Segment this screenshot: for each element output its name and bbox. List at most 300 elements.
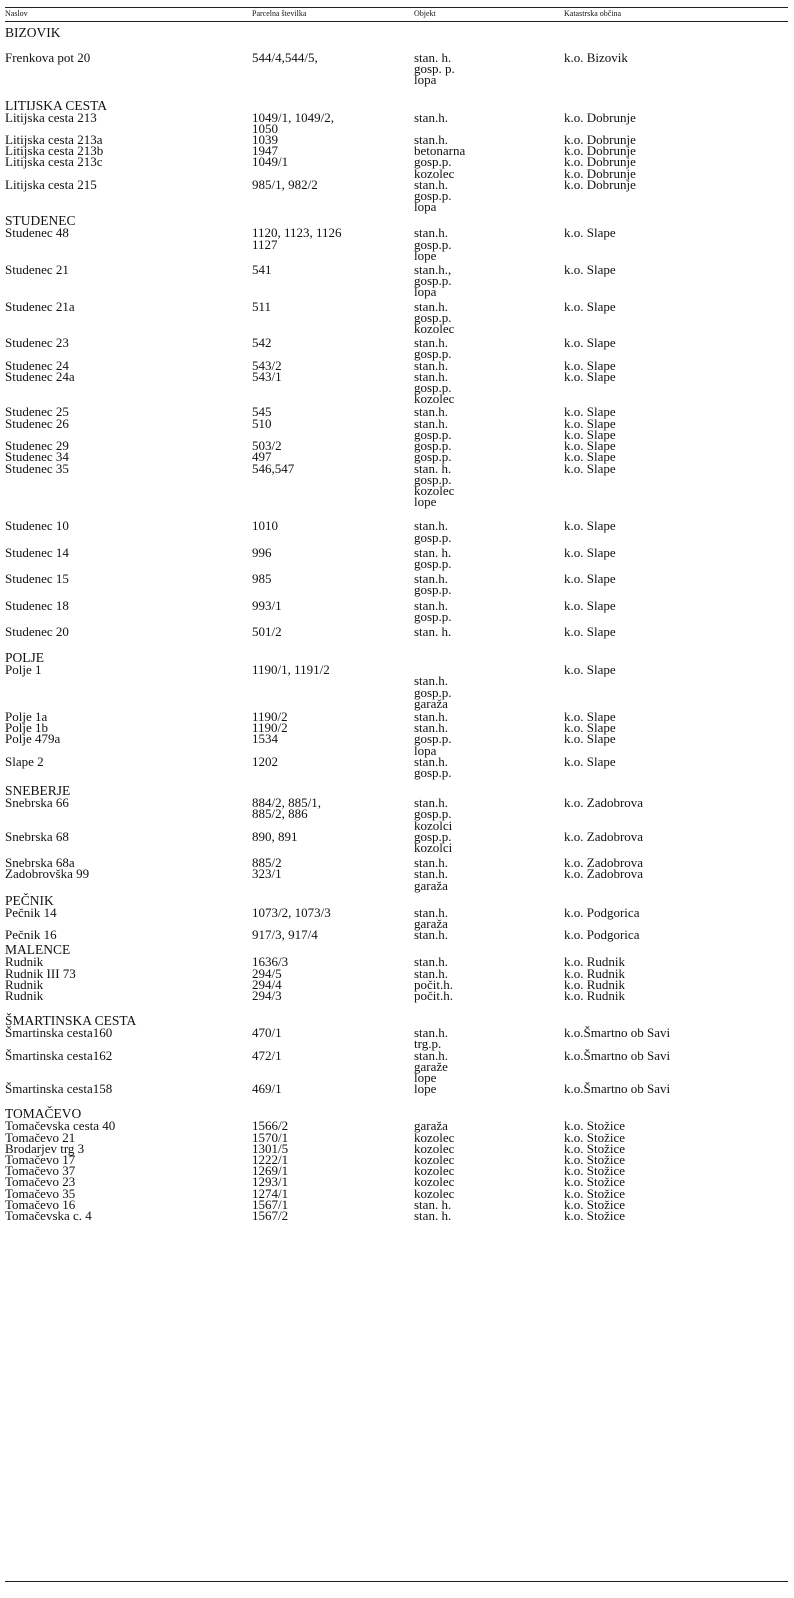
cell-object <box>414 1208 564 1224</box>
object-type: gosp.p. <box>414 154 452 170</box>
cadastral-name: k.o. Rudnik <box>564 976 626 992</box>
object-type: stan.h. <box>414 368 448 384</box>
cell-object <box>414 460 564 510</box>
object-type: gosp.p. <box>414 188 452 204</box>
cadastral-name: k.o. Slape <box>564 460 616 476</box>
cadastral-name: k.o. Zadobrova <box>564 795 644 811</box>
object-type: trg.p. <box>414 1036 442 1052</box>
table-row <box>5 298 788 337</box>
address-text: Polje 1 <box>5 662 42 678</box>
parcel-number: 1293/1 <box>252 1174 289 1190</box>
table-row <box>5 1174 788 1190</box>
table-body <box>5 25 788 1224</box>
cell-parcel <box>252 520 414 542</box>
parcel-number: 503/2 <box>252 438 282 454</box>
cadastral-name: k.o. Slape <box>564 357 616 373</box>
table-row <box>5 544 788 571</box>
cell-object <box>414 1025 564 1052</box>
object-type: stan.h., <box>414 262 452 278</box>
cell-address <box>5 156 252 178</box>
cell-address <box>5 623 252 639</box>
address-text: Snebrska 68a <box>5 855 75 871</box>
object-type: stan. h. <box>414 1208 452 1224</box>
object-type: gosp.p. <box>414 828 452 844</box>
address-text: Studenec 24a <box>5 368 75 384</box>
cadastral-name: k.o. Slape <box>564 753 616 769</box>
cell-object <box>414 544 564 571</box>
address-text: Snebrska 66 <box>5 795 69 811</box>
cell-object <box>414 664 564 709</box>
object-type: kozolec <box>414 1163 455 1179</box>
cell-cadastral <box>564 868 788 890</box>
parcel-number: 1120, 1123, 1126 <box>252 225 342 241</box>
table-row <box>5 664 788 709</box>
cell-cadastral <box>564 368 788 405</box>
cell-cadastral <box>564 337 788 359</box>
object-type: kozolec <box>414 1185 455 1201</box>
parcel-number: 543/2 <box>252 357 282 373</box>
cadastral-name: k.o. Dobrunje <box>564 132 636 148</box>
parcel-number: 1301/5 <box>252 1140 289 1156</box>
table-row <box>5 720 788 736</box>
address-text: Studenec 15 <box>5 571 69 587</box>
cadastral-name: k.o. Slape <box>564 404 616 420</box>
cell-cadastral <box>564 227 788 261</box>
cell-parcel <box>252 623 414 639</box>
cell-cadastral <box>564 1047 788 1084</box>
parcel-number: 543/1 <box>252 368 282 384</box>
cell-address <box>5 109 252 134</box>
cell-parcel <box>252 404 414 420</box>
cell-object <box>414 298 564 337</box>
cadastral-name: k.o. Dobrunje <box>564 176 636 192</box>
cell-cadastral <box>564 988 788 1004</box>
cell-parcel <box>252 753 414 778</box>
cell-parcel <box>252 109 414 136</box>
address-text: Litijska cesta 213 <box>5 109 97 125</box>
address-text: Studenec 35 <box>5 460 69 476</box>
cell-object <box>414 52 564 86</box>
cell-address <box>5 828 252 853</box>
object-type: stan.h. <box>414 335 448 351</box>
object-type: lopa <box>414 72 437 88</box>
table-row <box>5 518 788 545</box>
cell-cadastral <box>564 1208 788 1224</box>
object-type: kozolec <box>414 482 455 498</box>
cadastral-name: k.o. Dobrunje <box>564 165 636 181</box>
cadastral-name: k.o. Podgorica <box>564 927 640 943</box>
object-type: stan.h. <box>414 109 448 125</box>
address-text: Rudnik III 73 <box>5 965 76 981</box>
cell-cadastral <box>564 52 788 86</box>
section-heading: MALENCE <box>5 942 71 958</box>
address-text: Slape 2 <box>5 753 44 769</box>
object-type: gosp.p. <box>414 426 452 442</box>
table-row <box>5 927 788 943</box>
cell-parcel <box>252 368 414 405</box>
header-object: Objekt <box>414 9 436 18</box>
object-type: garaža <box>414 916 448 931</box>
object-type: stan.h. <box>414 415 448 431</box>
cell-cadastral <box>564 753 788 778</box>
cell-parcel <box>252 797 414 831</box>
cell-address <box>5 1208 252 1224</box>
address-text: Litijska cesta 215 <box>5 176 97 192</box>
table-row <box>5 1047 788 1086</box>
table-row <box>5 855 788 871</box>
object-type: stan.h. <box>414 176 448 192</box>
object-type: kozolec <box>414 1140 455 1156</box>
table-row <box>5 449 788 465</box>
cell-object <box>414 904 564 931</box>
cell-object <box>414 753 564 780</box>
parcel-number: 993/1 <box>252 597 282 613</box>
cell-address <box>5 415 252 440</box>
address-text: Tomačevo 35 <box>5 1185 76 1201</box>
cadastral-name: k.o. Stožice <box>564 1174 626 1190</box>
object-type: stan.h. <box>414 753 448 769</box>
parcel-number: 542 <box>252 335 272 351</box>
address-text: Polje 479a <box>5 731 61 747</box>
parcel-number: 1050 <box>252 120 278 136</box>
object-type: počit.h. <box>414 976 453 992</box>
cell-parcel <box>252 927 414 943</box>
cell-parcel <box>252 298 414 335</box>
address-text: Litijska cesta 213c <box>5 154 103 170</box>
cadastral-name: k.o. Slape <box>564 335 616 351</box>
address-text: Rudnik <box>5 954 44 970</box>
cell-object <box>414 731 564 758</box>
cell-parcel <box>252 1081 414 1097</box>
object-type: gosp.p. <box>414 438 452 454</box>
table-row <box>5 708 788 724</box>
address-text: Litijska cesta 213b <box>5 143 104 159</box>
table-row <box>5 1163 788 1179</box>
parcel-number: 1190/2 <box>252 720 288 736</box>
parcel-number: 510 <box>252 415 272 431</box>
object-type: lopa <box>414 284 437 300</box>
cell-address <box>5 753 252 778</box>
object-type: garaže <box>414 1058 448 1074</box>
address-text: Polje 1a <box>5 708 48 724</box>
cell-object <box>414 518 564 545</box>
cell-parcel <box>252 573 414 595</box>
object-type: kozolec <box>414 391 455 407</box>
cell-cadastral <box>564 664 788 709</box>
object-type: gosp.p. <box>414 608 452 624</box>
object-type: stan.h. <box>414 518 448 534</box>
cadastral-name: k.o. Stožice <box>564 1185 626 1201</box>
cell-object <box>414 1047 564 1086</box>
cadastral-name: k.o. Dobrunje <box>564 154 636 170</box>
object-type: stan.h. <box>414 225 448 241</box>
cadastral-name: k.o. Slape <box>564 720 616 736</box>
object-type: lope <box>414 494 437 510</box>
address-text: Brodarjev trg 3 <box>5 1140 85 1156</box>
cell-address <box>5 1047 252 1084</box>
address-text: Studenec 24 <box>5 357 69 373</box>
cell-cadastral <box>564 623 788 639</box>
cell-parcel <box>252 868 414 890</box>
table-row <box>5 571 788 598</box>
cell-cadastral <box>564 1081 788 1097</box>
table-row <box>5 976 788 992</box>
table-row <box>5 965 788 981</box>
header-cadastral-municipality: Katastrska občina <box>564 9 622 18</box>
parcel-number: 546,547 <box>252 460 295 476</box>
cell-parcel <box>252 828 414 853</box>
table-row <box>5 335 788 362</box>
cadastral-name: k.o. Stožice <box>564 1152 626 1168</box>
cadastral-name: k.o. Zadobrova <box>564 866 644 882</box>
object-type: stan.h. <box>414 1025 448 1041</box>
parcel-number: 294/5 <box>252 965 282 981</box>
cell-parcel <box>252 544 414 569</box>
cell-address <box>5 368 252 405</box>
address-text: Šmartinska cesta162 <box>5 1047 113 1063</box>
cell-object <box>414 1081 564 1097</box>
cell-cadastral <box>564 176 788 213</box>
object-type: stan.h. <box>414 298 448 314</box>
parcel-number: 545 <box>252 404 272 420</box>
cell-address <box>5 733 252 755</box>
header-parcel-number: Parcelna številka <box>252 9 307 18</box>
object-type: kozolec <box>414 1174 455 1190</box>
object-type: stan.h. <box>414 357 448 373</box>
cell-address <box>5 1081 252 1097</box>
cell-object <box>414 227 564 261</box>
table-row <box>5 988 788 1004</box>
object-type: lope <box>414 1081 437 1097</box>
table-header <box>5 7 788 22</box>
table-row <box>5 623 788 639</box>
object-type: garaža <box>414 1118 448 1134</box>
address-text: Šmartinska cesta158 <box>5 1081 113 1097</box>
object-type: gosp.p. <box>414 449 452 465</box>
object-type: stan.h. <box>414 132 448 148</box>
cadastral-name: k.o. Slape <box>564 662 616 678</box>
parcel-number: 1534 <box>252 731 278 747</box>
object-type: gosp.p. <box>414 731 452 747</box>
table-row <box>5 460 788 510</box>
cell-address <box>5 227 252 261</box>
cadastral-name: k.o. Slape <box>564 544 616 560</box>
cadastral-name: k.o.Šmartno ob Savi <box>564 1025 671 1041</box>
cadastral-name: k.o. Slape <box>564 438 616 454</box>
cell-cadastral <box>564 415 788 442</box>
parcel-number: 885/2 <box>252 855 282 871</box>
cell-parcel <box>252 227 414 261</box>
object-type: gosp.p. <box>414 309 452 325</box>
cell-object <box>414 597 564 624</box>
parcel-number: 890, 891 <box>252 828 298 844</box>
cell-object <box>414 335 564 362</box>
cell-object <box>414 415 564 442</box>
property-register-table <box>5 7 788 1224</box>
object-type: stan.h. <box>414 904 448 920</box>
cadastral-name: k.o. Slape <box>564 731 616 747</box>
cell-parcel <box>252 1208 414 1224</box>
address-text: Zadobrovška 99 <box>5 866 90 882</box>
object-type: stan.h. <box>414 673 448 689</box>
address-text: Frenkova pot 20 <box>5 50 91 65</box>
object-type: stan. h. <box>414 50 452 65</box>
parcel-number: 294/4 <box>252 976 282 992</box>
cadastral-name: k.o. Slape <box>564 623 616 639</box>
cell-cadastral <box>564 264 788 298</box>
cell-parcel <box>252 1047 414 1084</box>
cadastral-name: k.o. Rudnik <box>564 954 626 970</box>
object-type: betonarna <box>414 143 466 159</box>
cadastral-name: k.o. Dobrunje <box>564 143 636 159</box>
parcel-number: 1274/1 <box>252 1185 289 1201</box>
cell-address <box>5 904 252 929</box>
cell-cadastral <box>564 460 788 508</box>
bottom-rule <box>5 1581 788 1582</box>
cell-parcel <box>252 176 414 213</box>
cell-address <box>5 544 252 569</box>
object-type: kozolci <box>414 839 453 855</box>
table-row <box>5 52 788 86</box>
cell-cadastral <box>564 109 788 134</box>
table-row <box>5 597 788 624</box>
cell-parcel <box>252 988 414 1004</box>
parcel-number: 1073/2, 1073/3 <box>252 904 331 920</box>
object-type: gosp.p. <box>414 273 452 289</box>
address-text: Polje 1b <box>5 720 48 736</box>
address-text: Tomačevo 23 <box>5 1174 76 1190</box>
table-row <box>5 828 788 855</box>
cell-parcel <box>252 664 414 709</box>
address-text: Studenec 29 <box>5 438 69 454</box>
table-row <box>5 357 788 373</box>
parcel-number: 1570/1 <box>252 1129 289 1145</box>
address-text: Studenec 21 <box>5 262 69 278</box>
parcel-number: 511 <box>252 298 272 314</box>
object-type: stan.h. <box>414 1047 448 1063</box>
object-type: stan. h. <box>414 460 452 476</box>
parcel-number: 294/3 <box>252 988 282 1004</box>
cell-address <box>5 988 252 1004</box>
parcel-number: 884/2, 885/1, <box>252 795 321 811</box>
parcel-number: 1269/1 <box>252 1163 289 1179</box>
table-row <box>5 143 788 159</box>
cadastral-name: k.o. Zadobrova <box>564 855 644 871</box>
cadastral-name: k.o. Stožice <box>564 1118 626 1134</box>
table-row <box>5 1081 788 1097</box>
cell-address <box>5 52 252 86</box>
cell-parcel <box>252 904 414 929</box>
object-type: gosp.p. <box>414 582 452 598</box>
cell-object <box>414 828 564 855</box>
object-type: gosp.p. <box>414 684 452 700</box>
cell-object <box>414 623 564 639</box>
address-text: Rudnik <box>5 988 44 1004</box>
cadastral-name: k.o.Šmartno ob Savi <box>564 1047 671 1063</box>
address-text: Studenec 14 <box>5 544 69 560</box>
table-row <box>5 954 788 970</box>
cell-address <box>5 868 252 890</box>
table-row <box>5 1208 788 1224</box>
cell-parcel <box>252 337 414 359</box>
table-row <box>5 1185 788 1201</box>
cell-address <box>5 337 252 359</box>
object-type: stan.h. <box>414 866 448 882</box>
cadastral-name: k.o. Stožice <box>564 1129 626 1145</box>
cell-object <box>414 927 564 943</box>
table-row <box>5 415 788 442</box>
parcel-number: 917/3, 917/4 <box>252 927 318 943</box>
cadastral-name: k.o. Rudnik <box>564 965 626 981</box>
address-text: Šmartinska cesta160 <box>5 1025 113 1041</box>
object-type: lope <box>414 247 437 263</box>
section-heading: ŠMARTINSKA CESTA <box>5 1013 137 1029</box>
parcel-number: 1190/2 <box>252 708 288 724</box>
parcel-number: 497 <box>252 449 272 465</box>
table-row <box>5 1118 788 1134</box>
cadastral-name: k.o. Dobrunje <box>564 109 636 125</box>
parcel-number: 323/1 <box>252 866 282 882</box>
address-text: Tomačevo 17 <box>5 1152 76 1168</box>
cadastral-name: k.o. Stožice <box>564 1163 626 1179</box>
table-row <box>5 227 788 261</box>
section-heading: BIZOVIK <box>5 25 61 40</box>
cell-parcel <box>252 415 414 440</box>
address-text: Rudnik <box>5 976 44 992</box>
table-row <box>5 154 788 181</box>
cell-parcel <box>252 438 414 454</box>
cell-address <box>5 597 252 622</box>
cadastral-name: k.o. Stožice <box>564 1196 626 1212</box>
address-text: Tomačevska c. 4 <box>5 1208 92 1224</box>
address-text: Studenec 18 <box>5 597 69 613</box>
cell-parcel <box>252 264 414 298</box>
object-type: lopa <box>414 199 437 215</box>
object-type: stan.h. <box>414 597 448 613</box>
cell-address <box>5 264 252 298</box>
object-type: kozolec <box>414 321 455 337</box>
address-text: Studenec 20 <box>5 623 69 639</box>
table-row <box>5 264 788 298</box>
cell-address <box>5 298 252 335</box>
object-type: gosp.p. <box>414 471 452 487</box>
object-type: gosp.p. <box>414 764 452 780</box>
cadastral-name: k.o. Slape <box>564 298 616 314</box>
section-heading: TOMAČEVO <box>5 1106 82 1122</box>
section-heading: POLJE <box>5 650 45 666</box>
table-row <box>5 132 788 148</box>
object-type: lopa <box>414 742 437 758</box>
parcel-number: 1947 <box>252 143 278 159</box>
cadastral-name: k.o. Bizovik <box>564 50 628 65</box>
cadastral-name: k.o.Šmartno ob Savi <box>564 1081 671 1097</box>
object-type: stan. h. <box>414 623 452 639</box>
parcel-number: 470/1 <box>252 1025 282 1041</box>
parcel-number: 472/1 <box>252 1047 282 1063</box>
object-type: stan.h. <box>414 571 448 587</box>
object-type: stan.h. <box>414 954 448 970</box>
object-type: gosp.p. <box>414 380 452 396</box>
cell-address <box>5 1027 252 1049</box>
object-type: gosp.p. <box>414 555 452 571</box>
cadastral-name: k.o. Rudnik <box>564 988 626 1004</box>
cell-cadastral <box>564 154 788 181</box>
cadastral-name: k.o. Slape <box>564 518 616 534</box>
address-text: Studenec 21a <box>5 298 75 314</box>
object-type: stan.h. <box>414 927 448 943</box>
object-type: garaža <box>414 695 448 711</box>
parcel-number: 985 <box>252 571 272 587</box>
